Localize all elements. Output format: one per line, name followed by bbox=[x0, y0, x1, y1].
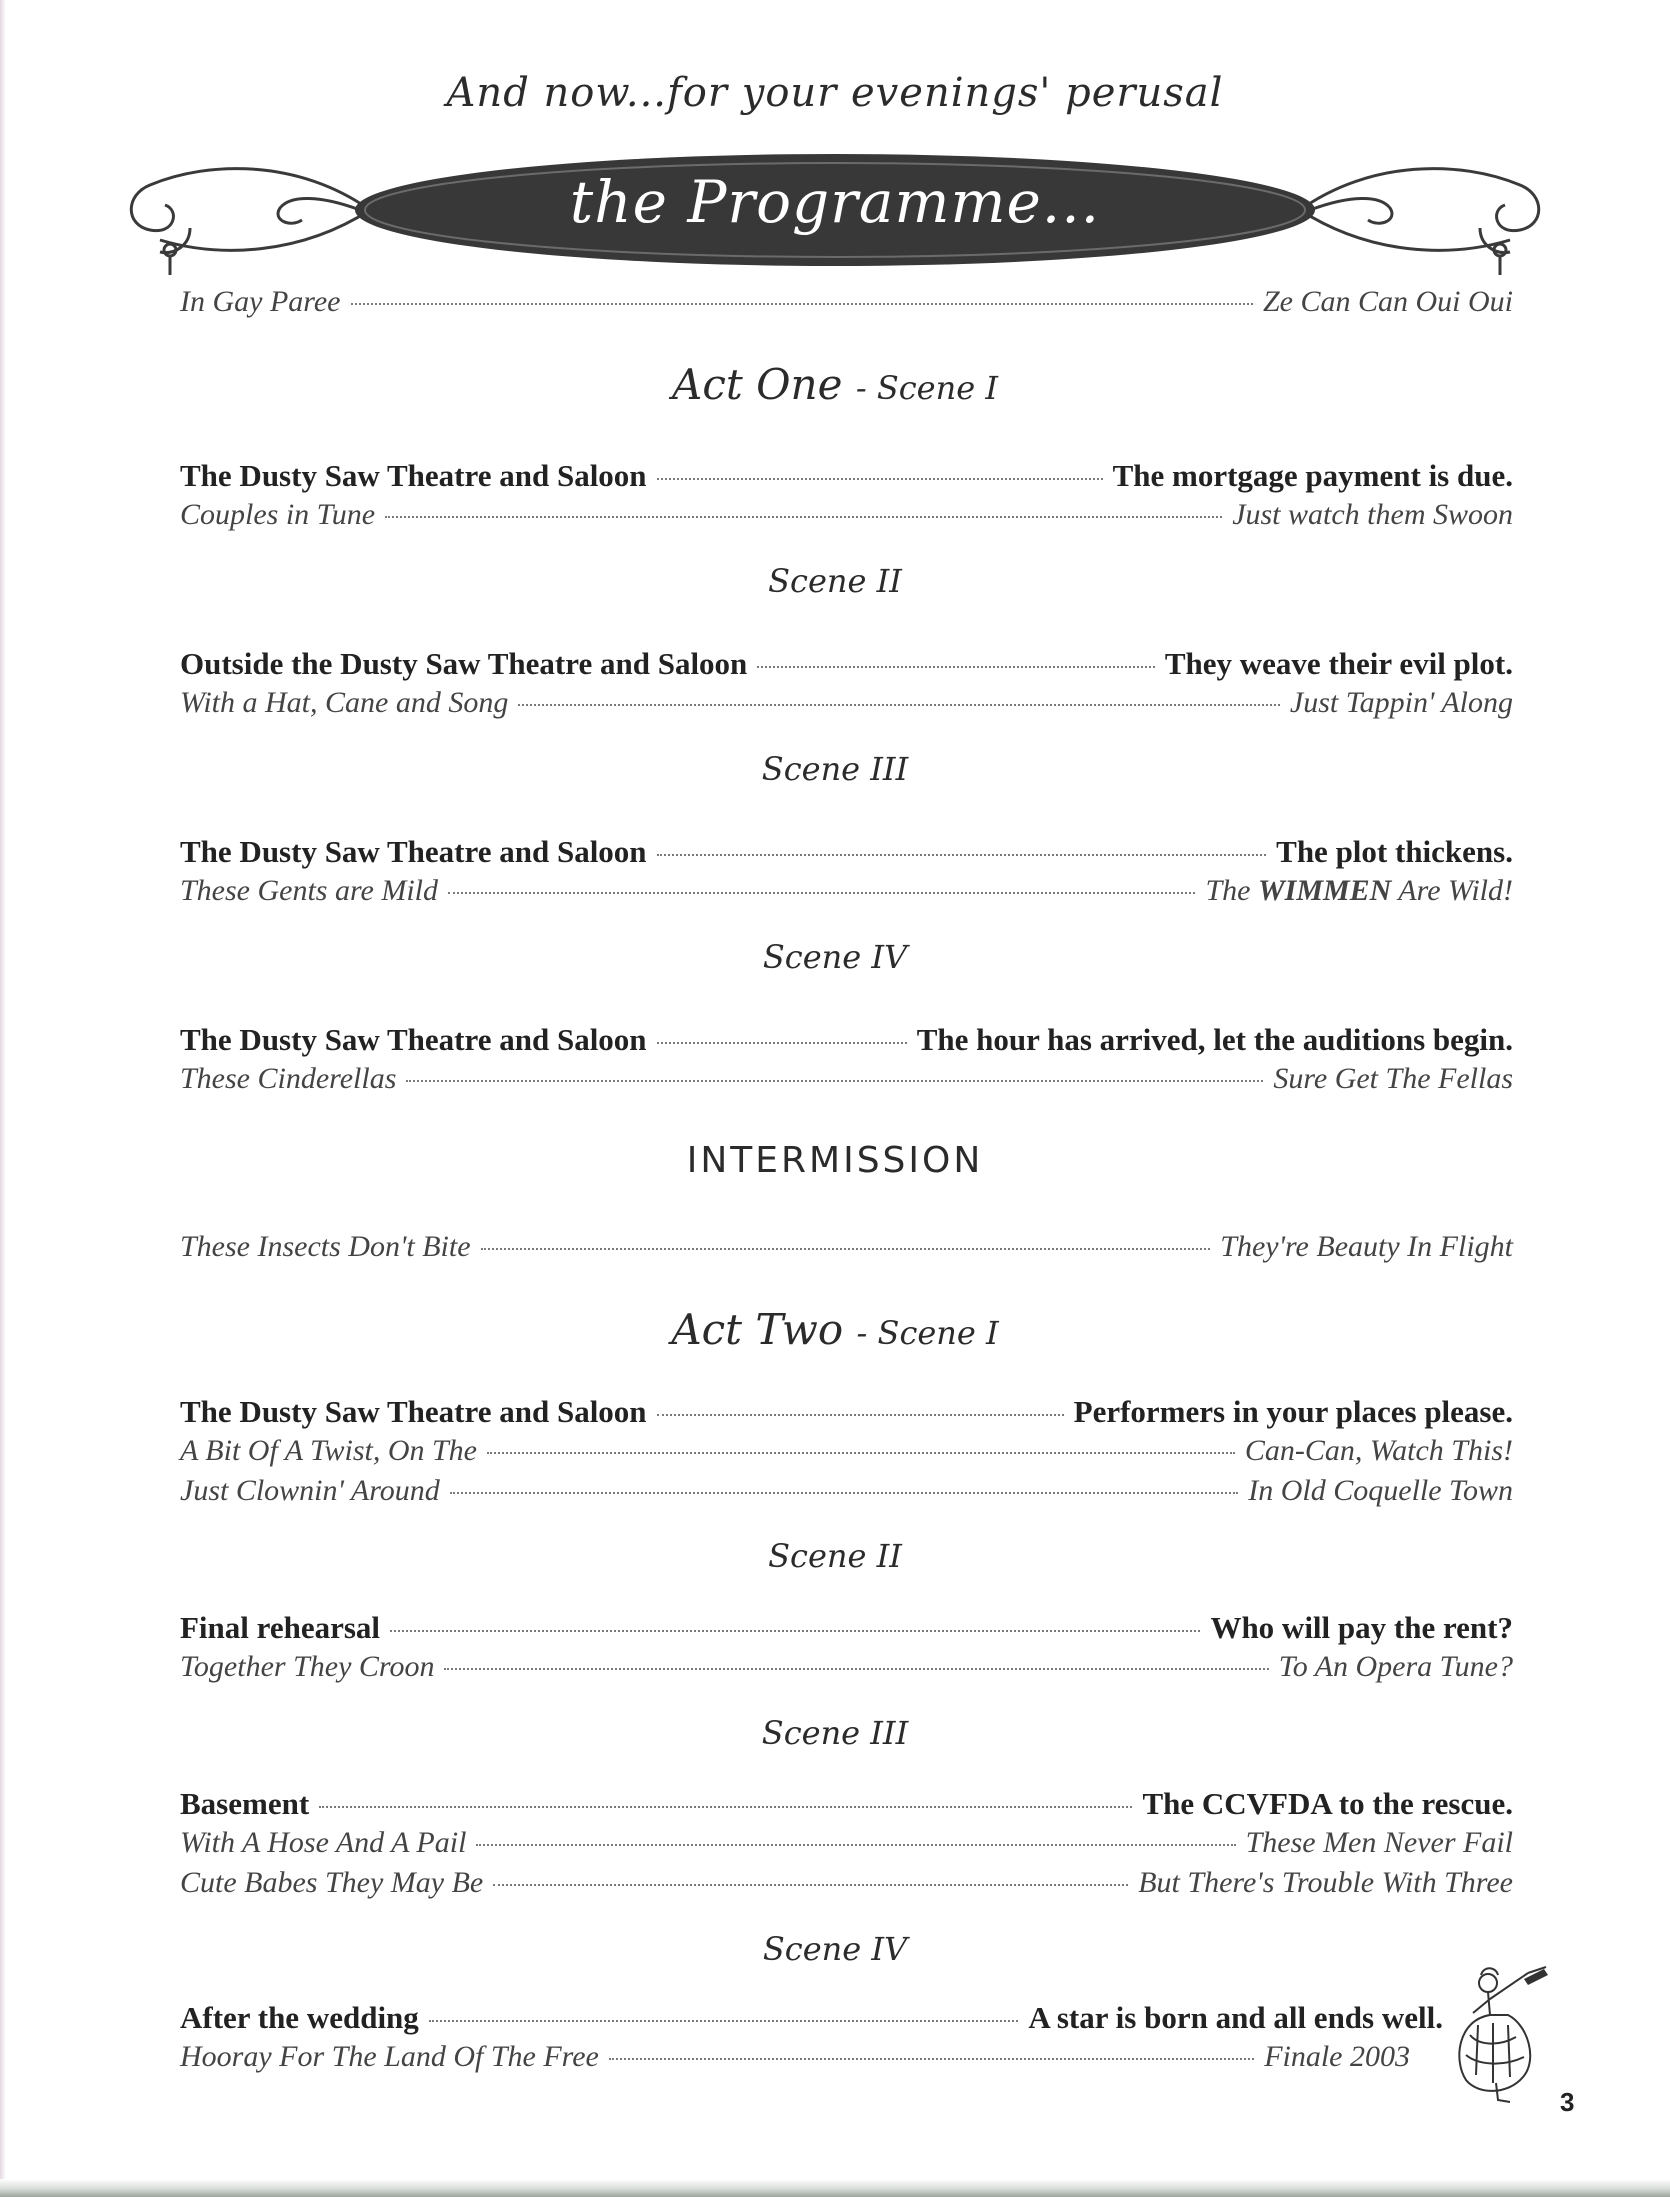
row-left: Together They Croon bbox=[180, 1650, 435, 1683]
row-left: After the wedding bbox=[180, 2000, 419, 2035]
row-left: With A Hose And A Pail bbox=[180, 1826, 467, 1859]
page-edge-bottom bbox=[0, 2179, 1670, 2197]
row-left: Cute Babes They May Be bbox=[180, 1866, 484, 1899]
right-bold: WIMMEN bbox=[1257, 874, 1392, 907]
row-right: Performers in your places please. bbox=[1073, 1394, 1513, 1429]
row-right: These Men Never Fail bbox=[1245, 1826, 1513, 1859]
row-right: They weave their evil plot. bbox=[1164, 646, 1513, 681]
dot-leader bbox=[390, 1630, 1200, 1632]
row-left: The Dusty Saw Theatre and Saloon bbox=[180, 834, 647, 869]
scene-heading: Scene II bbox=[768, 562, 902, 600]
scene-row bbox=[180, 498, 1513, 538]
scene-heading: Scene III bbox=[761, 1714, 909, 1752]
tagline: And now...for your evenings' perusal bbox=[446, 70, 1224, 116]
programme-title: the Programme... bbox=[569, 168, 1101, 236]
dot-leader bbox=[657, 1042, 907, 1044]
row-right: In Old Coquelle Town bbox=[1248, 1474, 1513, 1507]
row-right: Sure Get The Fellas bbox=[1273, 1062, 1513, 1095]
row-left: Outside the Dusty Saw Theatre and Saloon bbox=[180, 646, 748, 681]
row-right: Just Tappin' Along bbox=[1289, 686, 1513, 719]
dot-leader bbox=[476, 1844, 1235, 1846]
scene-row bbox=[180, 1394, 1513, 1434]
scene-row bbox=[180, 2040, 1410, 2080]
scene-row bbox=[180, 1062, 1513, 1102]
right-pre: The bbox=[1205, 874, 1258, 907]
row-left: Basement bbox=[180, 1786, 310, 1821]
row-right: Who will pay the rent? bbox=[1210, 1610, 1513, 1645]
opening-row bbox=[180, 285, 1513, 325]
dot-leader bbox=[757, 666, 1155, 668]
row-right: Finale 2003 bbox=[1264, 2040, 1410, 2073]
dot-leader bbox=[351, 303, 1253, 305]
scene-row bbox=[180, 834, 1513, 874]
act-two-heading bbox=[0, 1305, 1670, 1354]
scene-row bbox=[180, 1610, 1513, 1650]
row-left: These Cinderellas bbox=[180, 1062, 397, 1095]
row-right: They're Beauty In Flight bbox=[1220, 1230, 1513, 1263]
row-right: To An Opera Tune? bbox=[1278, 1650, 1513, 1683]
dot-leader bbox=[518, 704, 1280, 706]
scene-row bbox=[180, 874, 1513, 914]
dot-leader bbox=[657, 478, 1103, 480]
row-right: The mortgage payment is due. bbox=[1112, 458, 1513, 493]
row-right: The plot thickens. bbox=[1276, 834, 1513, 869]
row-left: The Dusty Saw Theatre and Saloon bbox=[180, 1394, 647, 1429]
scene-heading: Scene III bbox=[761, 750, 909, 788]
dot-leader bbox=[609, 2058, 1254, 2060]
scene-label: - Scene I bbox=[856, 1314, 999, 1352]
row-left: Just Clownin' Around bbox=[180, 1474, 440, 1507]
row-left: The Dusty Saw Theatre and Saloon bbox=[180, 1022, 647, 1057]
row-left: These Insects Don't Bite bbox=[180, 1230, 471, 1263]
row-right: Just watch them Swoon bbox=[1232, 498, 1513, 531]
act-one-heading bbox=[0, 360, 1670, 409]
scene-row bbox=[180, 1650, 1513, 1690]
row-left: A Bit Of A Twist, On The bbox=[180, 1434, 477, 1467]
row-right: A star is born and all ends well. bbox=[1028, 2000, 1443, 2035]
dot-leader bbox=[657, 1414, 1064, 1416]
scene-label: - Scene I bbox=[855, 369, 998, 407]
scene-row bbox=[180, 1434, 1513, 1474]
scene-row bbox=[180, 1826, 1513, 1866]
row-right: The hour has arrived, let the auditions begin. bbox=[916, 1022, 1513, 1057]
right-post: Are Wild! bbox=[1391, 874, 1513, 907]
row-left: Couples in Tune bbox=[180, 498, 376, 531]
dot-leader bbox=[481, 1248, 1211, 1250]
dot-leader bbox=[657, 854, 1267, 856]
scene-row bbox=[180, 646, 1513, 686]
dot-leader bbox=[406, 1080, 1263, 1082]
scene-row bbox=[180, 1866, 1513, 1906]
scene-row bbox=[180, 2000, 1443, 2040]
dot-leader bbox=[429, 2020, 1019, 2022]
scene-row bbox=[180, 458, 1513, 498]
dot-leader bbox=[450, 1492, 1238, 1494]
row-left: With a Hat, Cane and Song bbox=[180, 686, 509, 719]
row-right: But There's Trouble With Three bbox=[1138, 1866, 1513, 1899]
page-edge-left bbox=[0, 0, 6, 2197]
dot-leader bbox=[444, 1668, 1268, 1670]
row-right: Can-Can, Watch This! bbox=[1244, 1434, 1513, 1467]
row-right bbox=[1205, 874, 1513, 908]
row-right: Ze Can Can Oui Oui bbox=[1262, 285, 1513, 318]
scene-row bbox=[180, 1022, 1513, 1062]
intermission-heading: INTERMISSION bbox=[686, 1140, 984, 1181]
dot-leader bbox=[487, 1452, 1235, 1454]
row-right: The CCVFDA to the rescue. bbox=[1142, 1786, 1513, 1821]
row-left: Final rehearsal bbox=[180, 1610, 381, 1645]
dot-leader bbox=[385, 516, 1222, 518]
scene-heading: Scene IV bbox=[762, 938, 908, 976]
act-label: Act Two bbox=[671, 1305, 844, 1354]
scene-heading: Scene IV bbox=[762, 1930, 908, 1968]
scene-row bbox=[180, 1786, 1513, 1826]
scene-row bbox=[180, 1474, 1513, 1514]
scene-row bbox=[180, 686, 1513, 726]
intermission-row bbox=[180, 1230, 1513, 1270]
dot-leader bbox=[319, 1806, 1132, 1808]
row-left: In Gay Paree bbox=[180, 285, 341, 318]
dot-leader bbox=[448, 892, 1195, 894]
scene-heading: Scene II bbox=[768, 1537, 902, 1575]
row-left: These Gents are Mild bbox=[180, 874, 439, 907]
row-left: Hooray For The Land Of The Free bbox=[180, 2040, 599, 2073]
dot-leader bbox=[493, 1884, 1128, 1886]
row-left: The Dusty Saw Theatre and Saloon bbox=[180, 458, 647, 493]
act-label: Act One bbox=[672, 360, 843, 409]
cancan-dancer-illustration bbox=[1448, 1965, 1558, 2105]
page-number: 3 bbox=[1560, 2087, 1575, 2117]
